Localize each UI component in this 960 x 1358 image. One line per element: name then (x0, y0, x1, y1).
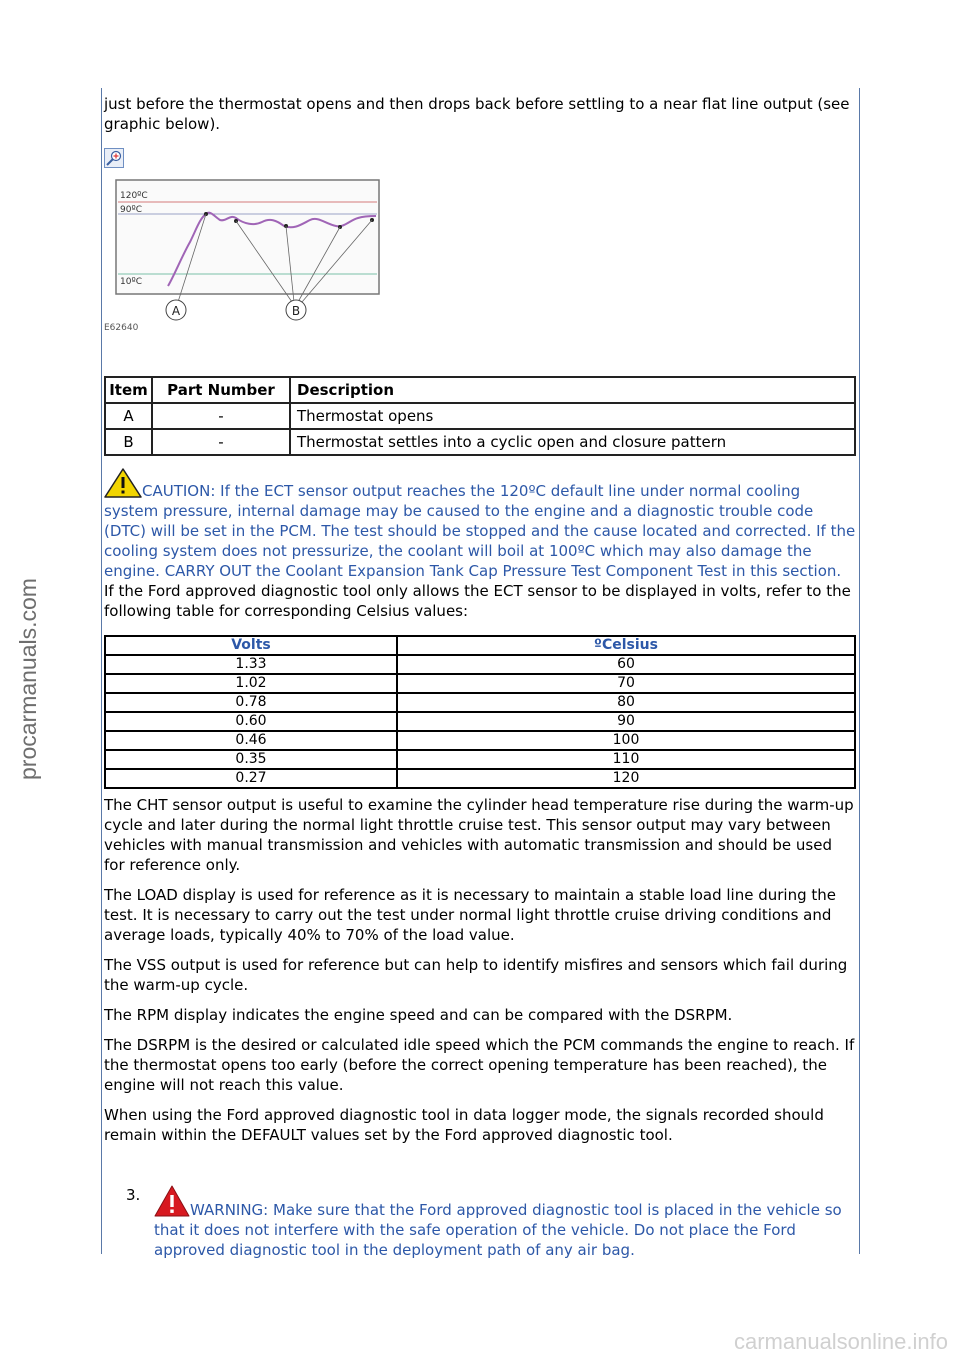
cell-celsius: 80 (397, 693, 855, 712)
table-row (105, 712, 855, 731)
intro-paragraph: just before the thermostat opens and then drops back before settling to a near flat line output (see graphic below). (104, 95, 850, 133)
volts-celsius-table (104, 635, 856, 789)
thermostat-graph-figure (104, 176, 394, 366)
side-watermark-text: procarmanuals.com (15, 578, 41, 780)
caution-text: CAUTION: If the ECT sensor output reaches the 120ºC default line under normal cooling system pressure, internal damage may be caused to the engine and a diagnostic trouble code (DTC) will be set in the PCM. The test should be stopped and the cause located and corrected. If the cooling system does not pressurize, the coolant will boil at 100ºC which may also damage the engine. CARRY OUT the Coolant Expansion Tank Cap Pressure Test Component Test in this section. (104, 482, 856, 580)
label-10c: 10ºC (120, 277, 142, 287)
cell-volts: 0.60 (105, 712, 397, 731)
cell-volts: 0.35 (105, 750, 397, 769)
cell-volts: 1.33 (105, 655, 397, 674)
cell-volts: 0.46 (105, 731, 397, 750)
table-row (105, 429, 855, 455)
bottom-watermark (560, 1330, 950, 1354)
cell-celsius: 100 (397, 731, 855, 750)
warning-block (154, 1185, 856, 1260)
callout-b-label: B (291, 304, 301, 318)
step-3 (104, 1185, 856, 1260)
table-row (105, 750, 855, 769)
load-paragraph: The LOAD display is used for reference as it is necessary to maintain a stable load line during the test. It is necessary to carry out the test under normal light throttle cruise driving conditions and average loads, typically 40% to 70% of the load value. (104, 886, 836, 944)
volts-intro-paragraph: If the Ford approved diagnostic tool only allows the ECT sensor to be displayed in volts, refer to the following table for corresponding Celsius values: (104, 582, 851, 620)
item-table-header-row (105, 377, 855, 403)
warning-text: WARNING: Make sure that the Ford approved diagnostic tool is placed in the vehicle so that it does not interfere with the safe operation of the vehicle. Do not place the Ford approved diagnostic tool in the deployment path of any air bag. (154, 1201, 842, 1259)
table-row (105, 769, 855, 788)
item-table (104, 376, 856, 456)
cell-celsius: 120 (397, 769, 855, 788)
cell-celsius: 60 (397, 655, 855, 674)
table-row (105, 731, 855, 750)
table-row (105, 655, 855, 674)
label-120c: 120ºC (120, 191, 148, 201)
bottom-watermark-text: carmanualsonline.info (733, 1330, 948, 1354)
zoom-icon[interactable] (104, 148, 124, 168)
cell-celsius: 90 (397, 712, 855, 731)
cell-part-number: - (152, 403, 290, 429)
page-frame-right (859, 88, 860, 1254)
cell-description: Thermostat opens (290, 403, 855, 429)
cell-volts: 1.02 (105, 674, 397, 693)
dsrpm-paragraph: The DSRPM is the desired or calculated idle speed which the PCM commands the engine to reach. If the thermostat opens too early (before the correct opening temperature has been reached), the engine will not reach this value. (104, 1036, 855, 1094)
volts-table-header-row (105, 636, 855, 655)
header-celsius: ºCelsius (397, 636, 855, 655)
cell-volts: 0.27 (105, 769, 397, 788)
header-part-number: Part Number (152, 377, 290, 403)
table-row (105, 674, 855, 693)
header-description: Description (290, 377, 855, 403)
rpm-paragraph: The RPM display indicates the engine speed and can be compared with the DSRPM. (104, 1006, 733, 1024)
cell-item: B (105, 429, 152, 455)
side-watermark (4, 420, 44, 820)
data-logger-paragraph: When using the Ford approved diagnostic tool in data logger mode, the signals recorded should remain within the DEFAULT values set by the Ford approved diagnostic tool. (104, 1106, 824, 1144)
step-number: 3. (126, 1186, 141, 1204)
cht-paragraph: The CHT sensor output is useful to examine the cylinder head temperature rise during the warm-up cycle and later during the normal light throttle cruise test. This sensor output may vary between vehicles with manual transmission and vehicles with automatic transmission and should be used for reference only. (104, 796, 854, 874)
page-content (104, 94, 856, 1260)
callout-a-label: A (171, 304, 181, 318)
vss-paragraph: The VSS output is used for reference but can help to identify misfires and sensors which fail during the warm-up cycle. (104, 956, 848, 994)
cell-description: Thermostat settles into a cyclic open and closure pattern (290, 429, 855, 455)
cell-part-number: - (152, 429, 290, 455)
page-frame-left (101, 88, 102, 1254)
cell-celsius: 110 (397, 750, 855, 769)
warning-triangle-icon (154, 1185, 190, 1217)
figure-reference: E62640 (104, 323, 139, 333)
label-90c: 90ºC (120, 205, 142, 215)
header-volts: Volts (105, 636, 397, 655)
cell-item: A (105, 403, 152, 429)
header-item: Item (105, 377, 152, 403)
table-row (105, 693, 855, 712)
caution-block (104, 468, 856, 581)
caution-triangle-icon (104, 468, 142, 498)
table-row (105, 403, 855, 429)
cell-volts: 0.78 (105, 693, 397, 712)
cell-celsius: 70 (397, 674, 855, 693)
